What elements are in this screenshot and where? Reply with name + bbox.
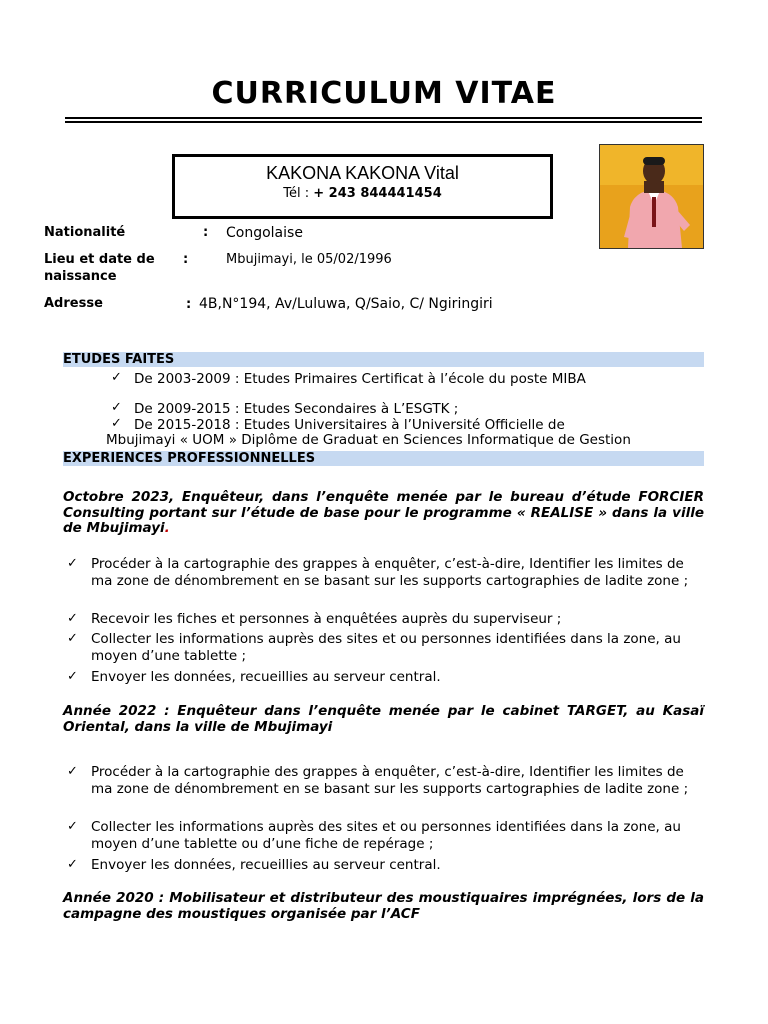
study-item-3: De 2015-2018 : Etudes Universitaires à l’Université Officielle de [134, 417, 565, 433]
birth-label-line1: Lieu et date de [44, 252, 155, 267]
checkmark-icon: ✓ [67, 764, 78, 779]
page-title: CURRICULUM VITAE [211, 76, 557, 111]
checkmark-icon: ✓ [67, 857, 78, 872]
nationality-label: Nationalité [44, 225, 126, 240]
title-rule-top [65, 117, 702, 119]
title-rule-bottom [65, 121, 702, 123]
address-separator: : [186, 297, 192, 312]
study-item-2: De 2009-2015 : Etudes Secondaires à L’ESGTK ; [134, 401, 459, 417]
phone-line [175, 186, 550, 201]
job-1-title: Octobre 2023, Enquêteur, dans l’enquête menée par le bureau d’étude FORCIER Consulting portant sur l’étude de base pour le programme « REALISE » dans la ville de Mbujimayi. [63, 489, 704, 536]
birth-separator: : [183, 252, 189, 267]
checkmark-icon: ✓ [111, 370, 122, 385]
phone-label: Tél : [283, 186, 314, 201]
address-value: 4B,N°194, Av/Luluwa, Q/Saio, C/ Ngiringiri [199, 296, 493, 312]
birth-value: Mbujimayi, le 05/02/1996 [226, 252, 392, 267]
checkmark-icon: ✓ [111, 416, 122, 431]
job-3-title: Année 2020 : Mobilisateur et distributeur des moustiquaires imprégnées, lors de la campagne des moustiques organisée par l’ACF [63, 890, 704, 922]
list-item: ✓ Collecter les informations auprès des sites et ou personnes identifiées dans la zone, au moyen d’une tablette ; [67, 631, 681, 664]
checkmark-icon: ✓ [67, 611, 78, 626]
list-item: ✓ Procéder à la cartographie des grappes à enquêter, c’est-à-dire, Identifier les limites de ma zone de dénombrement en se basant sur les supports cartographies de ladite zone ; [67, 764, 689, 797]
checkmark-icon: ✓ [111, 400, 122, 415]
list-item: ✓ Procéder à la cartographie des grappes à enquêter, c’est-à-dire, Identifier les limites de ma zone de dénombrement en se basant sur les supports cartographies de ladite zone ; [67, 556, 689, 589]
checkmark-icon: ✓ [67, 819, 78, 834]
list-item: ✓ Envoyer les données, recueillies au serveur central. [67, 857, 441, 873]
nationality-value: Congolaise [226, 225, 303, 241]
list-item: ✓ Collecter les informations auprès des sites et ou personnes identifiées dans la zone, au moyen d’une tablette ou d’une fiche de repérage ; [67, 819, 681, 852]
list-item: ✓ Envoyer les données, recueillies au serveur central. [67, 669, 441, 685]
experience-heading: EXPERIENCES PROFESSIONNELLES [63, 451, 704, 466]
job-1-title-dot: . [164, 520, 170, 536]
nationality-separator: : [203, 225, 209, 240]
checkmark-icon: ✓ [67, 631, 78, 646]
birth-label-line2: naissance [44, 269, 117, 284]
study-item-3-continued: Mbujimayi « UOM » Diplôme de Graduat en Sciences Informatique de Gestion [106, 432, 631, 448]
checkmark-icon: ✓ [67, 669, 78, 684]
checkmark-icon: ✓ [67, 556, 78, 571]
name-box [172, 154, 553, 219]
study-item-1: De 2003-2009 : Etudes Primaires Certificat à l’école du poste MIBA [134, 371, 586, 387]
address-label: Adresse [44, 296, 103, 311]
job-2-title: Année 2022 : Enquêteur dans l’enquête menée par le cabinet TARGET, au Kasaï Oriental, dans la ville de Mbujimayi [63, 703, 704, 735]
phone-number: + 243 844441454 [313, 186, 442, 201]
candidate-name: KAKONA KAKONA Vital [266, 163, 459, 183]
studies-heading: ETUDES FAITES [63, 352, 704, 367]
list-item: ✓ Recevoir les fiches et personnes à enquêtées auprès du superviseur ; [67, 611, 562, 627]
profile-photo [599, 144, 704, 249]
